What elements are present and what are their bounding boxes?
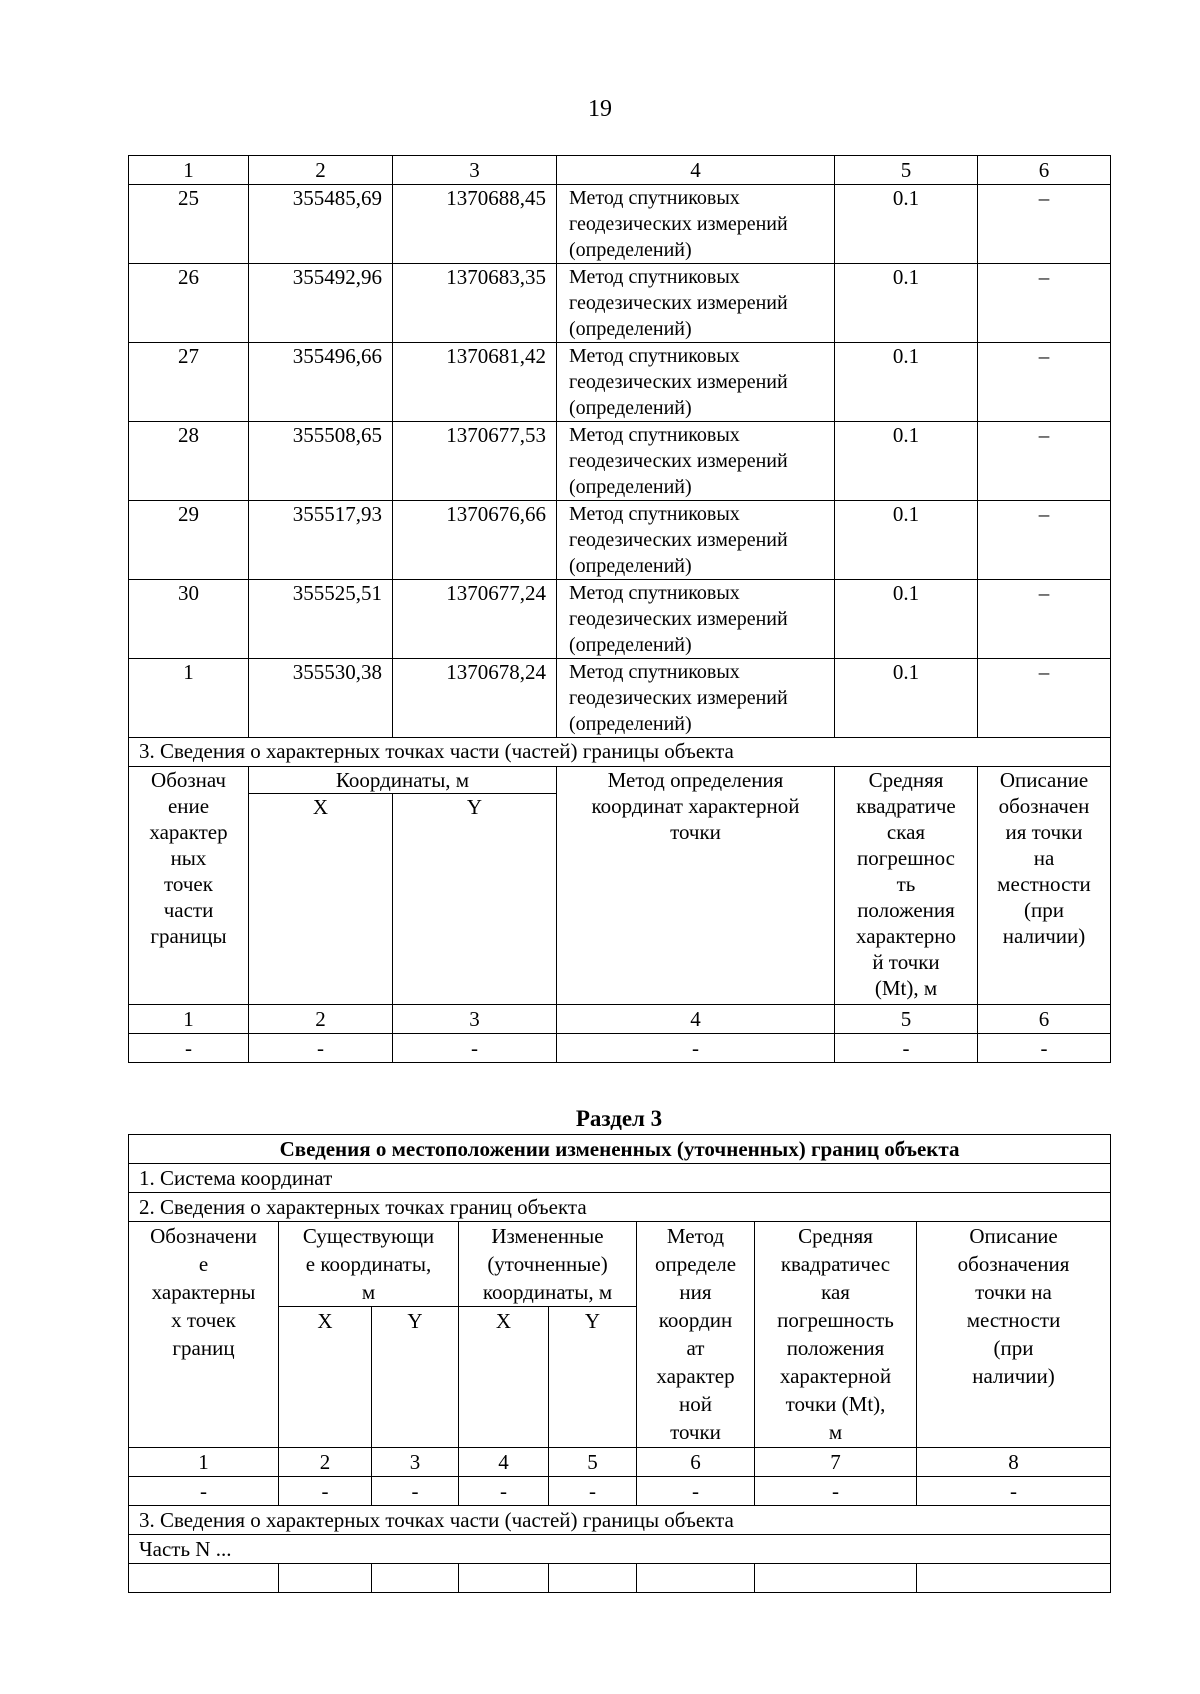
designation-header xyxy=(129,1222,279,1448)
header-line: характерной xyxy=(779,1364,892,1388)
method-cell xyxy=(557,264,835,343)
col-num: 5 xyxy=(549,1448,637,1477)
method-header xyxy=(557,767,835,1005)
y-header: Y xyxy=(372,1307,459,1448)
header-line: е координаты, xyxy=(305,1252,432,1276)
description-value: – xyxy=(978,343,1111,422)
header-line: местности xyxy=(997,872,1091,896)
dash-cell: - xyxy=(459,1477,549,1506)
method-line: геодезических измерений xyxy=(569,529,788,551)
dash-cell: - xyxy=(372,1477,459,1506)
mt-header xyxy=(835,767,978,1005)
mt-value: 0.1 xyxy=(835,185,978,264)
point-id: 27 xyxy=(129,343,249,422)
header-line: (уточненные) xyxy=(487,1252,608,1276)
header-line: ных xyxy=(170,846,207,870)
point-id: 1 xyxy=(129,659,249,738)
header-line: границы xyxy=(150,924,227,948)
empty-cell xyxy=(372,1564,459,1593)
y-coordinate: 1370678,24 xyxy=(393,659,557,738)
dash-cell: - xyxy=(557,1034,835,1063)
method-line: Метод спутниковых xyxy=(569,187,740,209)
method-cell xyxy=(557,343,835,422)
empty-cell xyxy=(459,1564,549,1593)
point-id: 26 xyxy=(129,264,249,343)
method-line: (определений) xyxy=(569,318,692,340)
col-num: 6 xyxy=(978,1005,1111,1034)
method-line: Метод спутниковых xyxy=(569,424,740,446)
method-line: (определений) xyxy=(569,397,692,419)
header-line: координат характерной xyxy=(591,794,800,818)
col-num: 5 xyxy=(835,156,978,185)
col-num: 6 xyxy=(637,1448,755,1477)
header-line: обозначен xyxy=(998,794,1090,818)
method-cell xyxy=(557,185,835,264)
dash-cell: - xyxy=(917,1477,1111,1506)
header-line: Средняя xyxy=(798,1224,873,1248)
header-line: ия точки xyxy=(1005,820,1083,844)
x-header: X xyxy=(459,1307,549,1448)
header-number-row xyxy=(129,1005,1111,1034)
coordinate-system-item: 1. Система координат xyxy=(129,1164,1111,1193)
part-points-item: 3. Сведения о характерных точках части (частей) границы объекта xyxy=(129,1506,1111,1535)
header-line: Метод xyxy=(666,1224,725,1248)
header-line: обозначения xyxy=(957,1252,1070,1276)
description-value: – xyxy=(978,185,1111,264)
x-coordinate: 355517,93 xyxy=(249,501,393,580)
header-line: точки (Mt), xyxy=(785,1392,886,1416)
mt-value: 0.1 xyxy=(835,501,978,580)
y-header: Y xyxy=(393,794,557,1005)
method-line: (определений) xyxy=(569,634,692,656)
point-id: 28 xyxy=(129,422,249,501)
header-line: точки xyxy=(670,1420,721,1444)
point-rows xyxy=(129,185,1111,738)
header-line: Описание xyxy=(969,1224,1058,1248)
header-line: наличии) xyxy=(972,1364,1055,1388)
table-row xyxy=(129,659,1111,738)
y-coordinate: 1370677,53 xyxy=(393,422,557,501)
x-coordinate: 355530,38 xyxy=(249,659,393,738)
header-line: погрешность xyxy=(777,1308,894,1332)
header-line: ская xyxy=(886,820,926,844)
method-line: Метод спутниковых xyxy=(569,582,740,604)
method-line: Метод спутниковых xyxy=(569,266,740,288)
dash-cell: - xyxy=(549,1477,637,1506)
col-num: 3 xyxy=(393,156,557,185)
x-coordinate: 355485,69 xyxy=(249,185,393,264)
y-header: Y xyxy=(549,1307,637,1448)
description-header xyxy=(978,767,1111,1005)
section-3-subtitle: Сведения о местоположении измененных (уточненных) границ объекта xyxy=(129,1135,1111,1164)
mt-value: 0.1 xyxy=(835,264,978,343)
dash-cell: - xyxy=(393,1034,557,1063)
dash-cell: - xyxy=(755,1477,917,1506)
col-num: 2 xyxy=(249,1005,393,1034)
header-line: Существующи xyxy=(302,1224,435,1248)
col-num: 1 xyxy=(129,1005,249,1034)
header-line: точек xyxy=(164,872,213,896)
table-row xyxy=(129,264,1111,343)
header-line: положения xyxy=(786,1336,885,1360)
method-line: геодезических измерений xyxy=(569,213,788,235)
method-line: геодезических измерений xyxy=(569,687,788,709)
header-line: точки xyxy=(670,820,721,844)
header-line: Обозначени xyxy=(150,1224,257,1248)
mt-value: 0.1 xyxy=(835,343,978,422)
method-cell xyxy=(557,501,835,580)
table-row xyxy=(129,501,1111,580)
method-line: геодезических измерений xyxy=(569,292,788,314)
header-line: погрешнос xyxy=(857,846,955,870)
boundary-points-item: 2. Сведения о характерных точках границ объекта xyxy=(129,1193,1111,1222)
header-line: Средняя xyxy=(868,768,944,792)
x-header: X xyxy=(249,794,393,1005)
point-id: 30 xyxy=(129,580,249,659)
mt-value: 0.1 xyxy=(835,659,978,738)
header-line: х точек xyxy=(171,1308,236,1332)
header-line: ной xyxy=(679,1392,712,1416)
header-line: ение xyxy=(167,794,210,818)
method-line: Метод спутниковых xyxy=(569,345,740,367)
method-cell xyxy=(557,580,835,659)
header-line: определе xyxy=(654,1252,737,1276)
header-line: (при xyxy=(993,1336,1034,1360)
col-num: 4 xyxy=(557,1005,835,1034)
x-coordinate: 355496,66 xyxy=(249,343,393,422)
header-line: кая xyxy=(821,1280,850,1304)
col-num: 2 xyxy=(279,1448,372,1477)
col-num: 8 xyxy=(917,1448,1111,1477)
col-num: 3 xyxy=(393,1005,557,1034)
empty-cell xyxy=(637,1564,755,1593)
header-line: координаты, м xyxy=(482,1280,613,1304)
dash-cell: - xyxy=(978,1034,1111,1063)
mt-header xyxy=(755,1222,917,1448)
header-line: точки на xyxy=(975,1280,1052,1304)
header-line: м xyxy=(828,1420,843,1444)
dash-cell: - xyxy=(835,1034,978,1063)
changed-boundaries-table xyxy=(128,1134,1111,1593)
header-line: характерно xyxy=(855,924,957,948)
empty-row xyxy=(129,1564,1111,1593)
col-num: 7 xyxy=(755,1448,917,1477)
method-line: геодезических измерений xyxy=(569,608,788,630)
table-row xyxy=(129,185,1111,264)
y-coordinate: 1370677,24 xyxy=(393,580,557,659)
col-num: 2 xyxy=(249,156,393,185)
section-3-title: Раздел 3 xyxy=(575,1106,663,1131)
method-line: (определений) xyxy=(569,239,692,261)
point-id: 29 xyxy=(129,501,249,580)
col-num: 3 xyxy=(372,1448,459,1477)
empty-cell xyxy=(129,1564,279,1593)
header-line: ния xyxy=(679,1280,712,1304)
boundary-points-table xyxy=(128,155,1111,1063)
header-line: квадратичес xyxy=(780,1252,891,1276)
col-num: 5 xyxy=(835,1005,978,1034)
y-coordinate: 1370683,35 xyxy=(393,264,557,343)
method-header xyxy=(637,1222,755,1448)
header-line: характерны xyxy=(151,1280,256,1304)
description-header xyxy=(917,1222,1111,1448)
changed-coords-header xyxy=(459,1222,637,1307)
column-number-row xyxy=(129,156,1111,185)
header-line: (при xyxy=(1024,898,1064,922)
col-num: 4 xyxy=(557,156,835,185)
dash-cell: - xyxy=(129,1034,249,1063)
description-value: – xyxy=(978,264,1111,343)
coordinates-header: Координаты, м xyxy=(249,767,557,794)
empty-cell xyxy=(917,1564,1111,1593)
description-value: – xyxy=(978,501,1111,580)
header-line: части xyxy=(163,898,214,922)
method-line: (определений) xyxy=(569,713,692,735)
header-line: Описание xyxy=(999,768,1089,792)
header-line: м xyxy=(361,1280,376,1304)
x-coordinate: 355508,65 xyxy=(249,422,393,501)
method-line: (определений) xyxy=(569,476,692,498)
subsection-3-title: 3. Сведения о характерных точках части (частей) границы объекта xyxy=(129,738,1111,767)
method-line: Метод спутниковых xyxy=(569,661,740,683)
header-line: положения xyxy=(857,898,955,922)
dash-cell: - xyxy=(129,1477,279,1506)
number-row xyxy=(129,1448,1111,1477)
description-value: – xyxy=(978,580,1111,659)
empty-cell xyxy=(755,1564,917,1593)
empty-cell xyxy=(549,1564,637,1593)
y-coordinate: 1370681,42 xyxy=(393,343,557,422)
point-designation-header xyxy=(129,767,249,1005)
table-row xyxy=(129,343,1111,422)
point-id: 25 xyxy=(129,185,249,264)
method-cell xyxy=(557,659,835,738)
col-num: 1 xyxy=(129,1448,279,1477)
description-value: – xyxy=(978,422,1111,501)
method-line: геодезических измерений xyxy=(569,371,788,393)
header-line: координ xyxy=(658,1308,733,1332)
empty-dash-row xyxy=(129,1034,1111,1063)
col-num: 6 xyxy=(978,156,1111,185)
header-line: квадратиче xyxy=(856,794,956,818)
header-line: Обознач xyxy=(151,768,226,792)
method-line: геодезических измерений xyxy=(569,450,788,472)
header-line: (Mt), м xyxy=(874,976,938,1000)
header-line: границ xyxy=(172,1336,235,1360)
header-line: наличии) xyxy=(1002,924,1086,948)
header-line: на xyxy=(1033,846,1055,870)
empty-dash-row xyxy=(129,1477,1111,1506)
method-line: (определений) xyxy=(569,555,692,577)
x-header: X xyxy=(279,1307,372,1448)
mt-value: 0.1 xyxy=(835,422,978,501)
header-line: ть xyxy=(896,872,916,896)
x-coordinate: 355492,96 xyxy=(249,264,393,343)
col-num: 4 xyxy=(459,1448,549,1477)
header-line: ат xyxy=(686,1336,705,1360)
header-line: Измененные xyxy=(491,1224,604,1248)
y-coordinate: 1370676,66 xyxy=(393,501,557,580)
empty-cell xyxy=(279,1564,372,1593)
method-line: Метод спутниковых xyxy=(569,503,740,525)
mt-value: 0.1 xyxy=(835,580,978,659)
col-num: 1 xyxy=(129,156,249,185)
dash-cell: - xyxy=(249,1034,393,1063)
existing-coords-header xyxy=(279,1222,459,1307)
y-coordinate: 1370688,45 xyxy=(393,185,557,264)
part-label: Часть N ... xyxy=(129,1535,1111,1564)
header-line: й точки xyxy=(872,950,940,974)
description-value: – xyxy=(978,659,1111,738)
table-row xyxy=(129,422,1111,501)
header-line: местности xyxy=(966,1308,1061,1332)
table-row xyxy=(129,580,1111,659)
header-line: характер xyxy=(149,820,228,844)
header-line: Метод определения xyxy=(607,768,784,792)
dash-cell: - xyxy=(637,1477,755,1506)
page-number: 19 xyxy=(588,96,612,122)
method-cell xyxy=(557,422,835,501)
dash-cell: - xyxy=(279,1477,372,1506)
header-line: е xyxy=(198,1252,209,1276)
header-line: характер xyxy=(656,1364,735,1388)
x-coordinate: 355525,51 xyxy=(249,580,393,659)
